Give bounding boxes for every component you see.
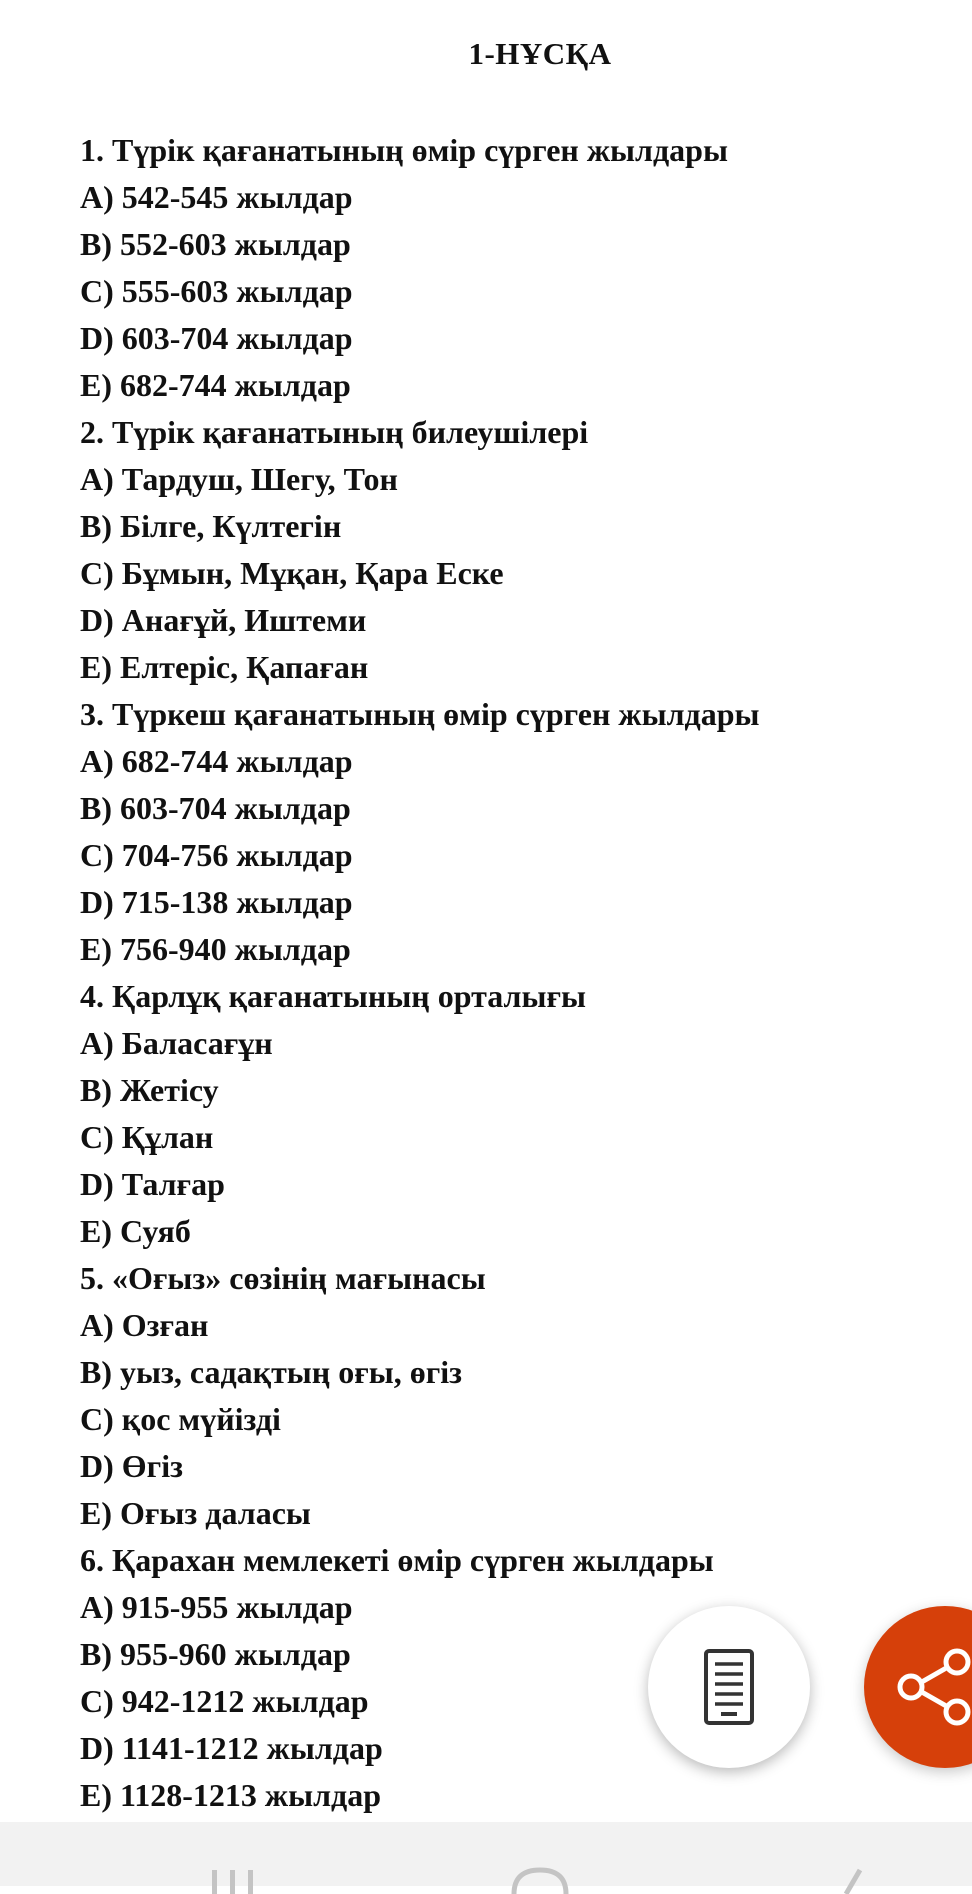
question-5-option-a: А) Озған bbox=[80, 1307, 209, 1343]
question-6-option-d: D) 1141-1212 жылдар bbox=[80, 1730, 383, 1766]
question-5-option-c: С) қос мүйізді bbox=[80, 1401, 281, 1437]
question-2-option-e: Е) Елтеріс, Қапаған bbox=[80, 649, 369, 685]
question-5-option-d: D) Өгіз bbox=[80, 1448, 183, 1484]
question-3: 3. Түркеш қағанатының өмір сүрген жылдары bbox=[80, 696, 760, 732]
question-4: 4. Қарлұқ қағанатының орталығы bbox=[80, 978, 586, 1014]
question-6-option-e: Е) 1128-1213 жылдар bbox=[80, 1777, 382, 1813]
question-1-option-e: Е) 682-744 жылдар bbox=[80, 367, 351, 403]
question-5: 5. «Оғыз» сөзінің мағынасы bbox=[80, 1260, 486, 1296]
question-4-option-c: С) Құлан bbox=[80, 1119, 214, 1155]
document-view-button[interactable] bbox=[648, 1606, 810, 1768]
question-1-option-c: С) 555-603 жылдар bbox=[80, 273, 353, 309]
question-2-option-c: С) Бұмын, Мұқан, Қара Еске bbox=[80, 555, 504, 591]
question-3-option-b: В) 603-704 жылдар bbox=[80, 790, 351, 826]
question-list bbox=[80, 127, 960, 1819]
document-icon bbox=[703, 1648, 755, 1726]
question-6-option-b: В) 955-960 жылдар bbox=[80, 1636, 351, 1672]
page-title: 1-НҰСҚА bbox=[468, 36, 612, 71]
question-4-option-d: D) Талғар bbox=[80, 1166, 225, 1202]
question-4-option-e: Е) Суяб bbox=[80, 1213, 191, 1249]
question-6-option-c: С) 942-1212 жылдар bbox=[80, 1683, 369, 1719]
question-1-option-a: А) 542-545 жылдар bbox=[80, 179, 353, 215]
recent-apps-icon[interactable] bbox=[208, 1864, 258, 1894]
share-icon bbox=[895, 1647, 972, 1727]
question-2-option-b: В) Білге, Күлтегін bbox=[80, 508, 342, 544]
question-1-option-b: В) 552-603 жылдар bbox=[80, 226, 351, 262]
question-3-option-a: А) 682-744 жылдар bbox=[80, 743, 353, 779]
question-6: 6. Қарахан мемлекеті өмір сүрген жылдары bbox=[80, 1542, 714, 1578]
question-3-option-e: Е) 756-940 жылдар bbox=[80, 931, 351, 967]
question-2-option-d: D) Анағұй, Иштеми bbox=[80, 602, 367, 638]
question-1-option-d: D) 603-704 жылдар bbox=[80, 320, 353, 356]
home-icon[interactable] bbox=[508, 1864, 572, 1894]
question-1: 1. Түрік қағанатының өмір сүрген жылдары bbox=[80, 132, 728, 168]
question-3-option-d: D) 715-138 жылдар bbox=[80, 884, 353, 920]
question-4-option-b: В) Жетісу bbox=[80, 1072, 219, 1108]
system-nav-bar bbox=[0, 1822, 972, 1886]
question-5-option-e: Е) Оғыз даласы bbox=[80, 1495, 311, 1531]
question-6-option-a: А) 915-955 жылдар bbox=[80, 1589, 353, 1625]
question-5-option-b: В) уыз, садақтың оғы, өгіз bbox=[80, 1354, 462, 1390]
question-2-option-a: А) Тардуш, Шегу, Тон bbox=[80, 461, 398, 497]
question-4-option-a: А) Баласағұн bbox=[80, 1025, 273, 1061]
question-3-option-c: С) 704-756 жылдар bbox=[80, 837, 353, 873]
question-2: 2. Түрік қағанатының билеушілері bbox=[80, 414, 589, 450]
back-icon[interactable] bbox=[836, 1864, 866, 1894]
